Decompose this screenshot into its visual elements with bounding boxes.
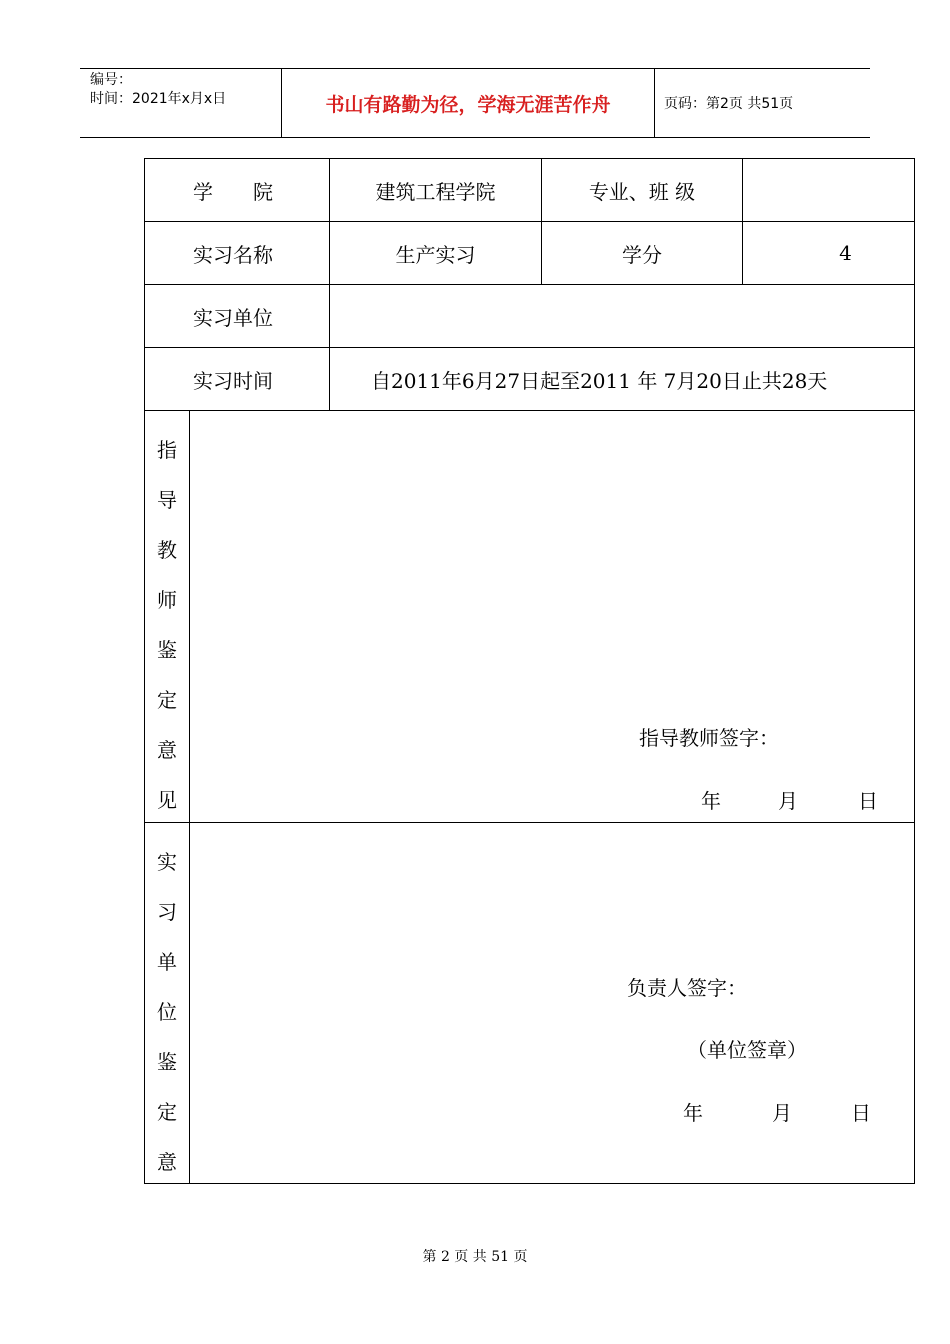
- time-label: 实习时间: [193, 368, 273, 393]
- header-meta: [90, 71, 226, 109]
- label-char: 导: [157, 488, 177, 512]
- major-label: 专业、班 级: [588, 179, 696, 204]
- label-char: 师: [157, 588, 177, 612]
- teacher-signature-label: 指导教师签字：: [639, 725, 779, 750]
- date-line: 时间：2021年x月x日: [90, 91, 227, 107]
- unit-stamp-label: （单位签章）: [687, 1037, 807, 1062]
- unit-evaluation-label: [145, 837, 189, 1187]
- time-value: 自2011年6月27日起至2011 年 7月20日止共28天: [371, 368, 828, 393]
- label-char: 习: [157, 900, 177, 924]
- teacher-day: 日: [858, 788, 878, 813]
- document-header: [80, 68, 870, 138]
- code-label: 编号：: [90, 72, 132, 88]
- header-motto: 书山有路勤为径，学海无涯苦作舟: [325, 93, 611, 116]
- major-value: [743, 159, 914, 221]
- internship-evaluation-form: [144, 158, 915, 1184]
- label-char: 定: [157, 1100, 177, 1124]
- label-char: 意: [157, 738, 177, 762]
- credit-label: 学分: [622, 242, 662, 267]
- intern-name-value: 生产实习: [395, 242, 476, 267]
- unit-signature-label: 负责人签字：: [627, 975, 747, 1000]
- label-char: 教: [157, 538, 177, 562]
- label-char: 鉴: [157, 1050, 177, 1074]
- unit-year: 年: [683, 1100, 703, 1125]
- label-char: 位: [157, 1000, 177, 1024]
- teacher-year: 年: [701, 788, 721, 813]
- label-char: 见: [157, 788, 177, 812]
- unit-label: 实习单位: [193, 305, 273, 330]
- label-char: 指: [157, 438, 177, 462]
- college-label: 学 院: [193, 179, 273, 204]
- college-value: 建筑工程学院: [375, 179, 496, 204]
- header-divider: [654, 69, 655, 137]
- row-divider: [145, 410, 914, 411]
- intern-name-label: 实习名称: [193, 242, 273, 267]
- teacher-evaluation-label: [145, 425, 189, 825]
- page-footer: 第 2 页 共 51 页: [422, 1249, 528, 1265]
- label-char: 定: [157, 688, 177, 712]
- unit-month: 月: [772, 1100, 792, 1125]
- credit-value: 4: [839, 241, 852, 265]
- header-page-info: 页码：第2页 共51页: [664, 96, 794, 112]
- unit-day: 日: [851, 1100, 871, 1125]
- label-char: 单: [157, 950, 177, 974]
- label-char: 实: [157, 850, 177, 874]
- label-char: 意: [157, 1150, 177, 1174]
- col-divider: [189, 410, 190, 1183]
- teacher-month: 月: [778, 788, 798, 813]
- label-char: 鉴: [157, 638, 177, 662]
- row-divider: [145, 822, 914, 823]
